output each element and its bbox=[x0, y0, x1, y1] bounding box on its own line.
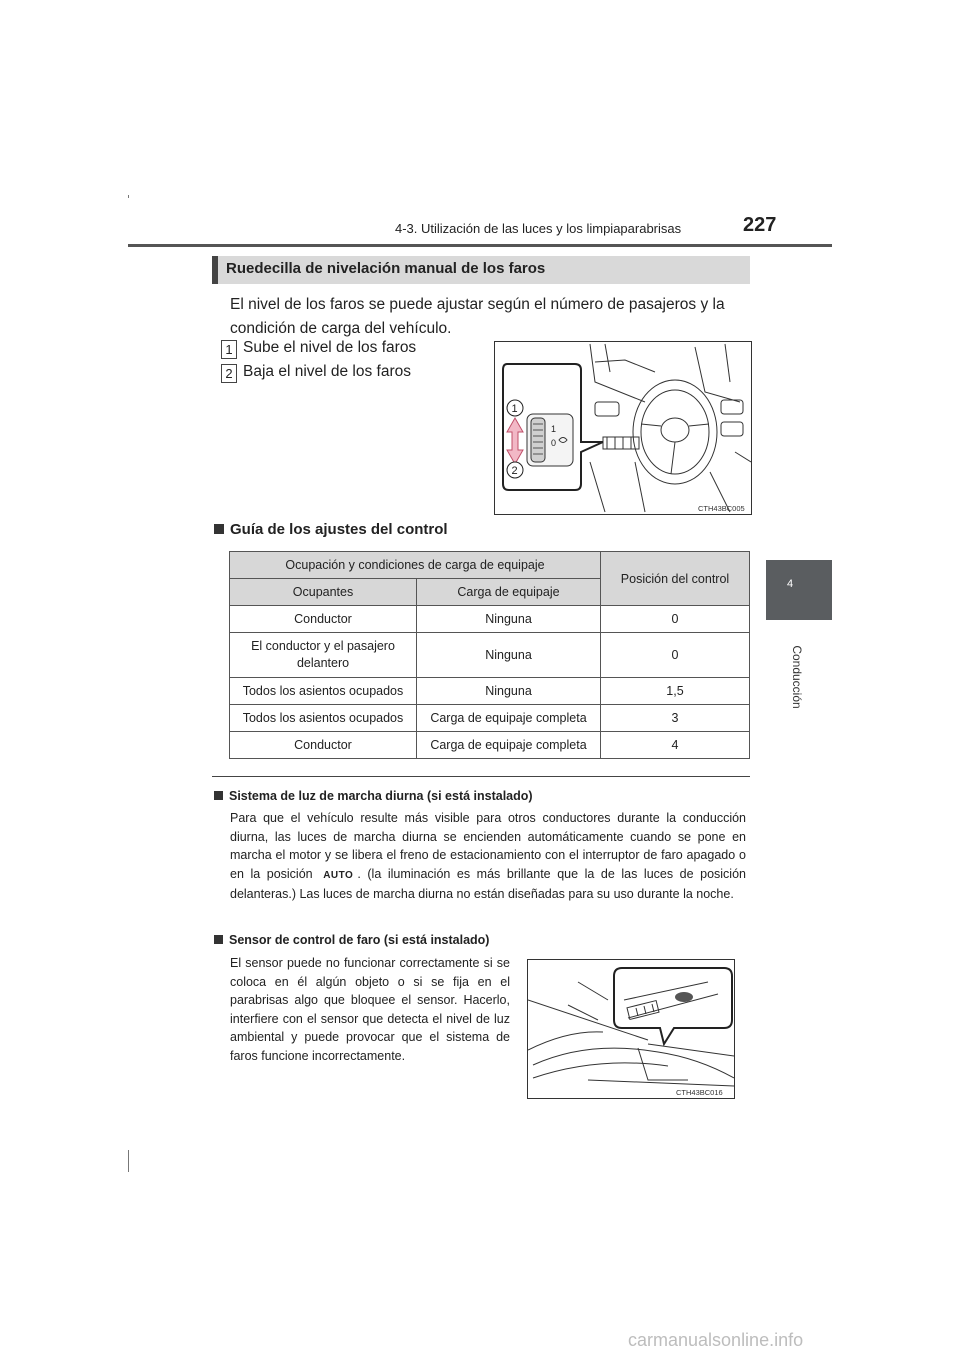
table-cell: Todos los asientos ocupados bbox=[230, 705, 417, 732]
drl-note-heading-text: Sistema de luz de marcha diurna (si está instalado) bbox=[229, 789, 533, 803]
table-row bbox=[230, 732, 750, 759]
light-sensor-icon bbox=[675, 992, 693, 1002]
table-header-occupants: Ocupantes bbox=[230, 579, 417, 606]
section-heading: Ruedecilla de nivelación manual de los faros bbox=[226, 260, 546, 277]
guide-heading bbox=[214, 521, 448, 538]
drl-note-heading bbox=[214, 789, 533, 803]
auto-position-badge: AUTO bbox=[323, 869, 354, 881]
sensor-note-text: El sensor puede no funcionar correctamente si se coloca en él algún objeto o si se fija en el parabrisas algo que bloquee el sensor. Hacerlo, interfiere con el sensor que detecta el nivel de luz ambiental y puede provocar que el sistema de faros funcione incorrectamente. bbox=[230, 956, 510, 1063]
table-cell: 0 bbox=[601, 633, 750, 678]
square-bullet-icon bbox=[214, 524, 224, 534]
headlight-leveling-figure bbox=[494, 341, 752, 515]
table-row bbox=[230, 705, 750, 732]
table-cell: Ninguna bbox=[417, 678, 601, 705]
table-cell: Ninguna bbox=[417, 606, 601, 633]
crop-mark bbox=[128, 1150, 129, 1172]
table-cell: 1,5 bbox=[601, 678, 750, 705]
step-text: Baja el nivel de los faros bbox=[243, 363, 412, 380]
dial-mark-0: 0 bbox=[551, 438, 557, 448]
table-header-luggage: Carga de equipaje bbox=[417, 579, 601, 606]
table-cell: El conductor y el pasajero delantero bbox=[230, 633, 417, 678]
notes-divider bbox=[212, 776, 750, 777]
chapter-tab-label bbox=[782, 632, 812, 722]
table-cell: Ninguna bbox=[417, 633, 601, 678]
table-header-position: Posición del control bbox=[601, 552, 750, 606]
table-cell: Carga de equipaje completa bbox=[417, 705, 601, 732]
sensor-figure bbox=[527, 959, 735, 1099]
figure-code: CTH43BC005 bbox=[698, 504, 745, 513]
table-row bbox=[230, 606, 750, 633]
dashboard-illustration bbox=[495, 342, 751, 514]
section-heading-bar bbox=[212, 256, 218, 284]
sensor-illustration bbox=[528, 960, 734, 1098]
chapter-tab bbox=[766, 560, 832, 620]
crop-mark bbox=[128, 195, 129, 198]
header-rule bbox=[128, 244, 832, 247]
table-cell: 3 bbox=[601, 705, 750, 732]
table-cell: 4 bbox=[601, 732, 750, 759]
table-cell: Conductor bbox=[230, 606, 417, 633]
page-number: 227 bbox=[743, 214, 777, 236]
step-number: 2 bbox=[221, 364, 237, 383]
sensor-note-heading bbox=[214, 933, 489, 947]
dial-mark-1: 1 bbox=[551, 424, 557, 434]
table-cell: Todos los asientos ocupados bbox=[230, 678, 417, 705]
callout-1: 1 bbox=[511, 403, 518, 415]
drl-note-text-after: . (la iluminación es más brillante que la de las luces de posición delanteras.) Las luces de marcha diurna no están diseñadas para su uso durante la noche. bbox=[230, 866, 746, 901]
square-bullet-icon bbox=[214, 935, 223, 944]
table-row bbox=[230, 633, 750, 678]
guide-heading-text: Guía de los ajustes del control bbox=[230, 521, 448, 538]
drl-note-text bbox=[230, 809, 746, 904]
watermark: carmanualsonline.info bbox=[628, 1330, 804, 1350]
table-row bbox=[230, 678, 750, 705]
step-number: 1 bbox=[221, 340, 237, 359]
table-cell: Carga de equipaje completa bbox=[417, 732, 601, 759]
section-intro: El nivel de los faros se puede ajustar según el número de pasajeros y la condición de carga del vehículo. bbox=[230, 296, 725, 337]
callout-2: 2 bbox=[511, 465, 518, 477]
table-group-header: Ocupación y condiciones de carga de equipaje bbox=[230, 552, 601, 579]
control-settings-table bbox=[229, 551, 750, 759]
figure-code: CTH43BC016 bbox=[676, 1088, 723, 1097]
chapter-tab-number: 4 bbox=[787, 578, 794, 590]
running-header-title: 4-3. Utilización de las luces y los limpiaparabrisas bbox=[395, 221, 682, 236]
table-cell: 0 bbox=[601, 606, 750, 633]
drl-note-text-before: Para que el vehículo resulte más visible para otros conductores durante la conducción diurna, las luces de marcha diurna se encienden automáticamente cuando se pone en marcha el motor y se libera el freno de estacionamiento con el interruptor de faro apagado o en la posición bbox=[230, 811, 746, 881]
sensor-note-heading-text: Sensor de control de faro (si está instalado) bbox=[229, 933, 490, 947]
table-cell: Conductor bbox=[230, 732, 417, 759]
square-bullet-icon bbox=[214, 791, 223, 800]
step-text: Sube el nivel de los faros bbox=[243, 339, 417, 356]
chapter-tab-label-text: Conducción bbox=[790, 645, 804, 709]
